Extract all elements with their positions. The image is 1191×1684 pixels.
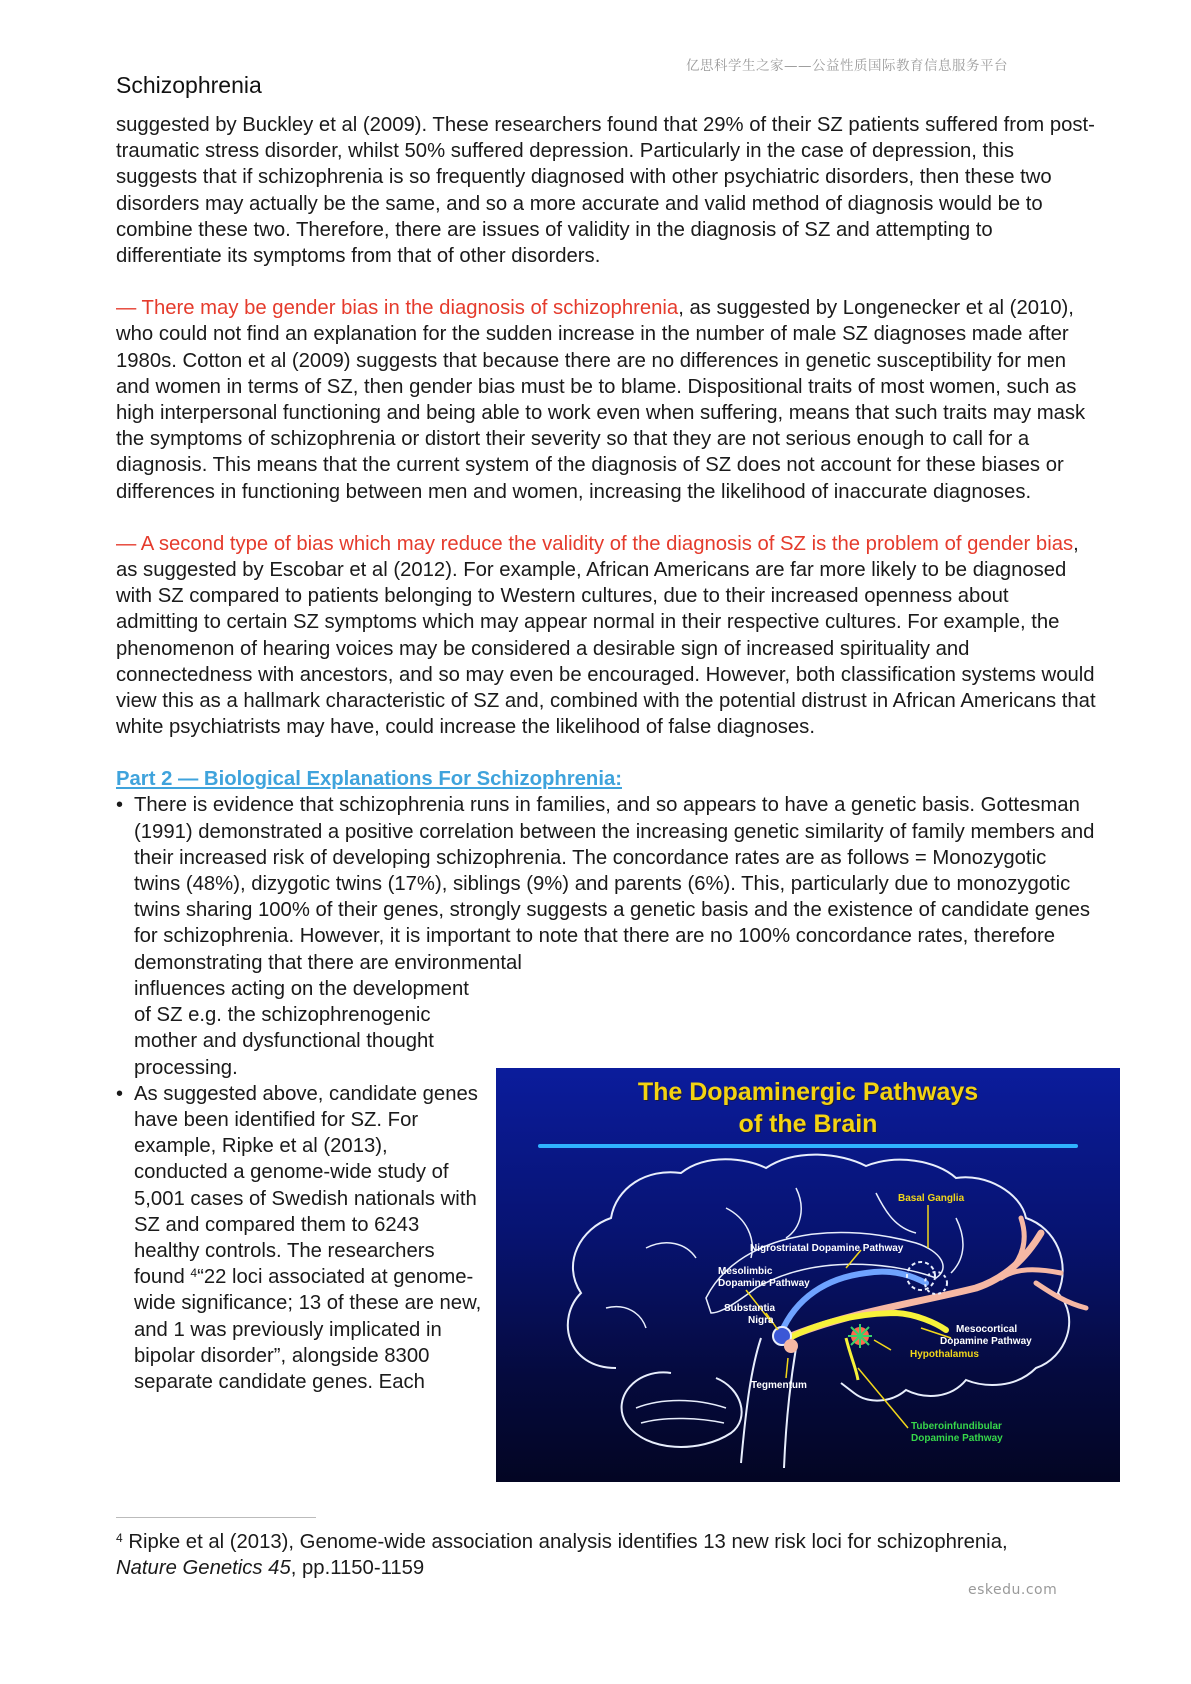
- section-heading: Part 2 — Biological Explanations For Schizophrenia:: [116, 768, 622, 791]
- footnote: [116, 1529, 1016, 1581]
- bullet-item-genetic-basis: [116, 792, 1096, 1080]
- paragraph-text: , as suggested by Longenecker et al (2010), who could not find an explanation for the sudden increase in the number of male SZ diagnoses made after 1980s. Cotton et al (2009) suggests that because there are no differences in genetic susceptibility for men and women in terms of SZ, then gender bias must be to blame. Dispositional traits of most women, such as high interpersonal functioning and being able to work even when suffering, means that such traits may mask the symptoms of schizophrenia or distort their severity so that they are not serious enough to call for a diagnosis. This means that the current system of the diagnosis of SZ does not account for these biases or differences in functioning between men and women, increasing the likelihood of inaccurate diagnoses.: [116, 297, 1086, 503]
- page-header-title: Schizophrenia: [116, 72, 262, 98]
- watermark-bottom: eskedu.com: [968, 1582, 1058, 1598]
- bullet-text: “22 loci associated at genome-wide significance; 13 of these are new, and 1 was previously implicated in bipolar disorder”, alongside 8300 separate candidate genes. Each: [134, 1266, 482, 1393]
- paragraph-cultural-bias: [116, 531, 1096, 741]
- footnote-divider: [116, 1517, 316, 1518]
- footnote-pages: , pp.1150-1159: [290, 1557, 425, 1579]
- dopamine-pathways-figure: [496, 1068, 1120, 1482]
- bullet-text: There is evidence that schizophrenia runs in families, and so appears to have a genetic basis. Gottesman (1991) demonstrated a positive correlation between the increasing genetic similarity of family members and their increased risk of developing schizophrenia. The concordance rates are as follows = Monozygotic twins (48%), dizygotic twins (17%), siblings (9%) and parents (6%). This, particularly due to monozygotic twins sharing 100% of their genes, strongly suggests a genetic basis and the existence of candidate genes for schizophrenia. However, it is important to note that there are no 100% concordance rates, therefore demonstrating that there are environmental: [134, 794, 1095, 974]
- label-substantia-1: Substantia: [724, 1303, 776, 1314]
- bullet-text: As suggested above, candidate genes have been identified for SZ. For example, Ripke et al (2013), conducted a genome-wide study of 5,001 cases of Swedish nationals with SZ and compared them to 6243 healthy controls. The researchers found: [134, 1082, 478, 1289]
- label-mesocortical-2: Dopamine Pathway: [940, 1336, 1032, 1347]
- paragraph-text: , as suggested by Escobar et al (2012). For example, African Americans are far more likely to be diagnosed with SZ compared to patients belonging to Western cultures, due to their increased openness about admitting to certain SZ symptoms which may appear normal in their respective cultures. For example, the phenomenon of hearing voices may be considered a desirable sign of increased spirituality and connectedness with ancestors, and so may even be encouraged. However, both classification systems would view this as a hallmark characteristic of SZ and, combined with the potential distrust in African Americans that white psychiatrists may have, could increase the likelihood of false diagnoses.: [116, 532, 1096, 739]
- bullet-item-candidate-genes: [116, 1081, 484, 1395]
- label-substantia-2: Nigra: [748, 1315, 774, 1326]
- label-tegmentum: Tegmentum: [751, 1380, 807, 1391]
- highlight-claim: — There may be gender bias in the diagnosis of schizophrenia: [116, 297, 679, 320]
- brain-diagram: [496, 1068, 1120, 1482]
- label-mesolimbic-1: Mesolimbic: [718, 1266, 773, 1277]
- footnote-ref[interactable]: 4: [190, 1266, 198, 1281]
- figure-title-line2: of the Brain: [738, 1110, 878, 1138]
- label-hypothalamus: Hypothalamus: [910, 1349, 979, 1360]
- bullet-text-wrapped: influences acting on the development of SZ e.g. the schizophrenogenic mother and dysfunctional thought processing.: [134, 977, 469, 1079]
- label-tuberoinfundibular-1: Tuberoinfundibular: [911, 1421, 1002, 1432]
- brainstem: [741, 1338, 796, 1468]
- cerebellum: [622, 1372, 742, 1446]
- paragraph-validity: suggested by Buckley et al (2009). These researchers found that 29% of their SZ patients suffered from post-traumatic stress disorder, whilst 50% suffered depression. Particularly in the case of depression, this suggests that if schizophrenia is so frequently diagnosed with other psychiatric disorders, then these two disorders may actually be the same, and so a more accurate and valid method of diagnosis would be to combine these two. Therefore, there are issues of validity in the diagnosis of SZ and attempting to differentiate its symptoms from that of other disorders.: [116, 114, 1095, 268]
- footnote-journal: Nature Genetics 45: [116, 1557, 291, 1579]
- label-tuberoinfundibular-2: Dopamine Pathway: [911, 1433, 1003, 1444]
- label-basal-ganglia: Basal Ganglia: [898, 1193, 965, 1204]
- label-nigrostriatal: Nigrostriatal Dopamine Pathway: [750, 1243, 904, 1254]
- footnote-text: Ripke et al (2013), Genome-wide association analysis identifies 13 new risk loci for schizophrenia,: [122, 1531, 1008, 1553]
- paragraph-gender-bias: [116, 295, 1096, 505]
- label-mesolimbic-2: Dopamine Pathway: [718, 1278, 810, 1289]
- hypothalamus-marker: [848, 1324, 872, 1348]
- figure-title-line1: The Dopaminergic Pathways: [637, 1078, 979, 1106]
- watermark-top: 亿思科学生之家——公益性质国际教育信息服务平台: [686, 58, 1008, 74]
- label-mesocortical-1: Mesocortical: [956, 1324, 1018, 1335]
- highlight-claim: — A second type of bias which may reduce the validity of the diagnosis of SZ is the problem of gender bias: [116, 532, 1074, 555]
- footnote-number: 4: [116, 1531, 123, 1545]
